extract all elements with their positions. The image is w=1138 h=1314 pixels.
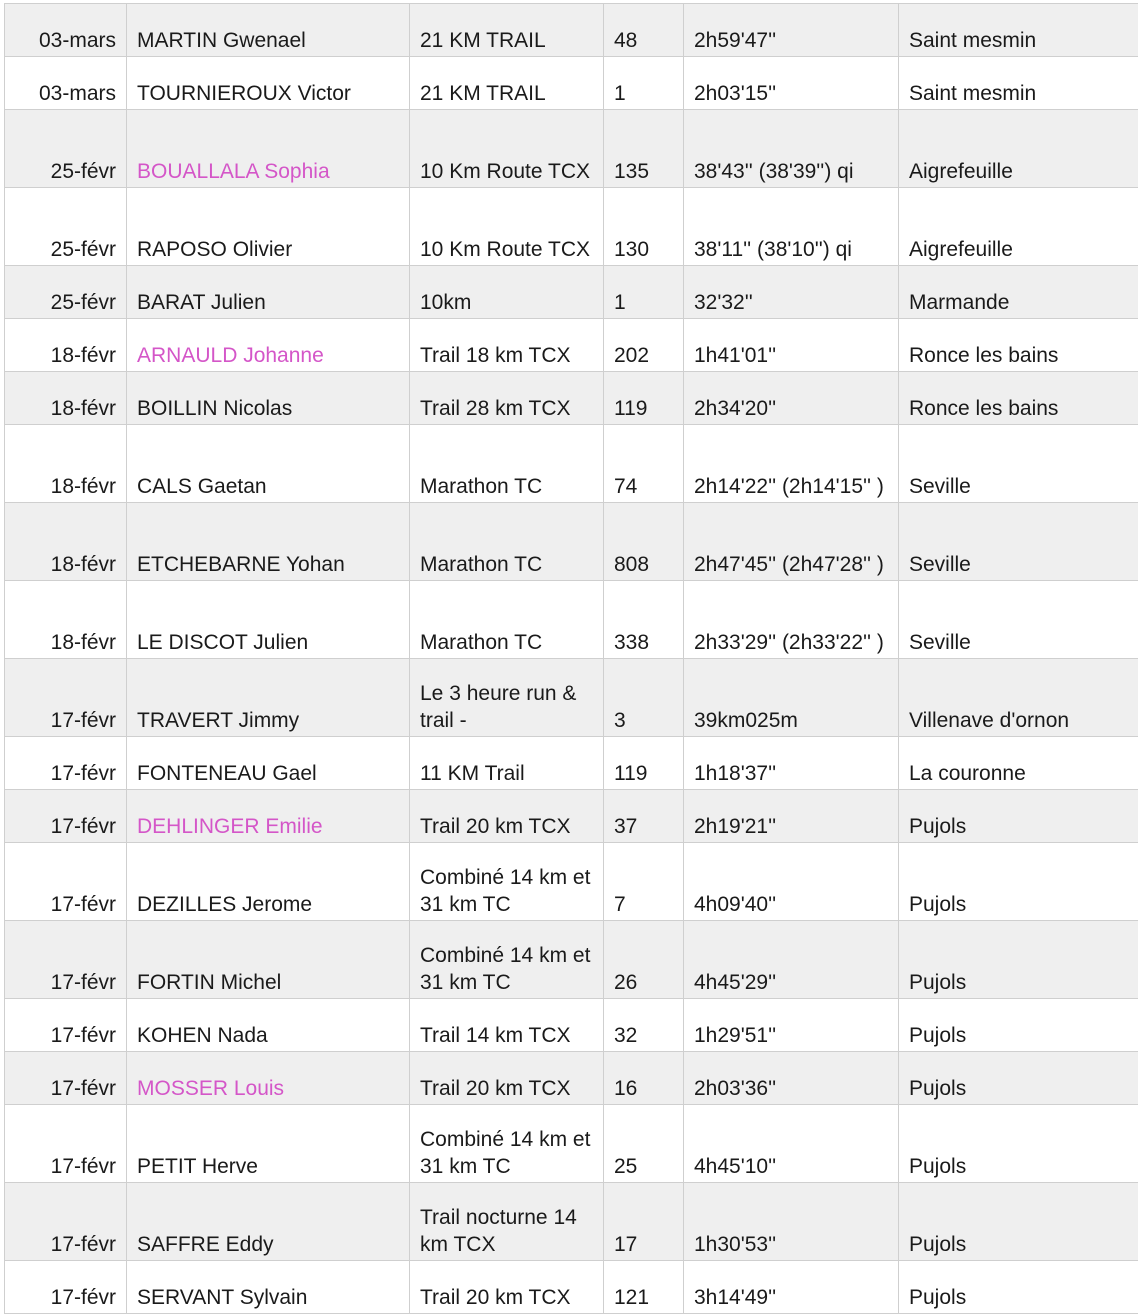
table-row	[5, 4, 1138, 57]
race-cell: Trail 18 km TCX	[410, 319, 604, 372]
date-cell: 17-févr	[5, 1183, 127, 1261]
race-cell: Trail nocturne 14 km TCX	[410, 1183, 604, 1261]
location-cell: Pujols	[899, 921, 1138, 999]
race-cell: 11 KM Trail	[410, 737, 604, 790]
table-row	[5, 372, 1138, 425]
race-cell: 10km	[410, 266, 604, 319]
time-cell: 2h19'21''	[684, 790, 899, 843]
date-cell: 17-févr	[5, 1105, 127, 1183]
place-cell: 338	[604, 581, 684, 659]
time-cell: 39km025m	[684, 659, 899, 737]
table-row	[5, 1183, 1138, 1261]
location-cell: Pujols	[899, 1052, 1138, 1105]
time-cell: 3h14'49''	[684, 1261, 899, 1314]
place-cell: 25	[604, 1105, 684, 1183]
date-cell: 25-févr	[5, 188, 127, 266]
location-cell: Aigrefeuille	[899, 188, 1138, 266]
runner-name-cell: RAPOSO Olivier	[127, 188, 410, 266]
time-cell: 1h30'53''	[684, 1183, 899, 1261]
date-cell: 17-févr	[5, 659, 127, 737]
table-row	[5, 659, 1138, 737]
table-row	[5, 110, 1138, 188]
runner-name-cell: KOHEN Nada	[127, 999, 410, 1052]
runner-name-cell: TRAVERT Jimmy	[127, 659, 410, 737]
race-cell: Trail 20 km TCX	[410, 1052, 604, 1105]
place-cell: 48	[604, 4, 684, 57]
runner-name-cell: BARAT Julien	[127, 266, 410, 319]
runner-name-cell: FONTENEAU Gael	[127, 737, 410, 790]
runner-name-cell: PETIT Herve	[127, 1105, 410, 1183]
table-row	[5, 425, 1138, 503]
race-cell: Trail 20 km TCX	[410, 1261, 604, 1314]
race-cell: Marathon TC	[410, 425, 604, 503]
place-cell: 202	[604, 319, 684, 372]
table-row	[5, 188, 1138, 266]
place-cell: 3	[604, 659, 684, 737]
date-cell: 03-mars	[5, 4, 127, 57]
date-cell: 25-févr	[5, 110, 127, 188]
time-cell: 2h03'15''	[684, 57, 899, 110]
place-cell: 119	[604, 372, 684, 425]
location-cell: Ronce les bains	[899, 372, 1138, 425]
table-row	[5, 319, 1138, 372]
time-cell: 2h33'29'' (2h33'22'' )	[684, 581, 899, 659]
table-row	[5, 1052, 1138, 1105]
runner-name-cell: LE DISCOT Julien	[127, 581, 410, 659]
place-cell: 32	[604, 999, 684, 1052]
table-row	[5, 737, 1138, 790]
table-row	[5, 57, 1138, 110]
table-row	[5, 1105, 1138, 1183]
runner-name-cell: DEHLINGER Emilie	[127, 790, 410, 843]
place-cell: 808	[604, 503, 684, 581]
race-cell: Trail 14 km TCX	[410, 999, 604, 1052]
table-row	[5, 1261, 1138, 1314]
place-cell: 135	[604, 110, 684, 188]
runner-name-cell: TOURNIEROUX Victor	[127, 57, 410, 110]
race-cell: Combiné 14 km et 31 km TC	[410, 921, 604, 999]
place-cell: 16	[604, 1052, 684, 1105]
time-cell: 4h45'29''	[684, 921, 899, 999]
runner-name-cell: CALS Gaetan	[127, 425, 410, 503]
date-cell: 18-févr	[5, 425, 127, 503]
time-cell: 2h59'47''	[684, 4, 899, 57]
table-row	[5, 503, 1138, 581]
location-cell: Pujols	[899, 843, 1138, 921]
time-cell: 1h29'51''	[684, 999, 899, 1052]
time-cell: 1h41'01''	[684, 319, 899, 372]
location-cell: Villenave d'ornon	[899, 659, 1138, 737]
place-cell: 121	[604, 1261, 684, 1314]
runner-name-cell: SAFFRE Eddy	[127, 1183, 410, 1261]
date-cell: 17-févr	[5, 737, 127, 790]
date-cell: 18-févr	[5, 319, 127, 372]
time-cell: 2h03'36''	[684, 1052, 899, 1105]
location-cell: La couronne	[899, 737, 1138, 790]
runner-name-cell: DEZILLES Jerome	[127, 843, 410, 921]
time-cell: 38'43'' (38'39'') qi	[684, 110, 899, 188]
location-cell: Seville	[899, 581, 1138, 659]
table-row	[5, 581, 1138, 659]
place-cell: 1	[604, 57, 684, 110]
race-cell: Combiné 14 km et 31 km TC	[410, 843, 604, 921]
date-cell: 17-févr	[5, 843, 127, 921]
date-cell: 18-févr	[5, 372, 127, 425]
date-cell: 18-févr	[5, 581, 127, 659]
race-cell: 21 KM TRAIL	[410, 57, 604, 110]
runner-name-cell: BOILLIN Nicolas	[127, 372, 410, 425]
table-row	[5, 999, 1138, 1052]
time-cell: 38'11'' (38'10'') qi	[684, 188, 899, 266]
table-row	[5, 921, 1138, 999]
date-cell: 17-févr	[5, 999, 127, 1052]
race-cell: Trail 28 km TCX	[410, 372, 604, 425]
location-cell: Pujols	[899, 1261, 1138, 1314]
runner-name-cell: MOSSER Louis	[127, 1052, 410, 1105]
runner-name-cell: ETCHEBARNE Yohan	[127, 503, 410, 581]
race-cell: Le 3 heure run & trail -	[410, 659, 604, 737]
results-table	[4, 3, 1138, 1314]
date-cell: 17-févr	[5, 921, 127, 999]
runner-name-cell: ARNAULD Johanne	[127, 319, 410, 372]
time-cell: 4h45'10''	[684, 1105, 899, 1183]
location-cell: Seville	[899, 503, 1138, 581]
place-cell: 119	[604, 737, 684, 790]
time-cell: 2h14'22'' (2h14'15'' )	[684, 425, 899, 503]
date-cell: 03-mars	[5, 57, 127, 110]
location-cell: Ronce les bains	[899, 319, 1138, 372]
runner-name-cell: BOUALLALA Sophia	[127, 110, 410, 188]
location-cell: Saint mesmin	[899, 57, 1138, 110]
time-cell: 2h34'20''	[684, 372, 899, 425]
runner-name-cell: MARTIN Gwenael	[127, 4, 410, 57]
location-cell: Saint mesmin	[899, 4, 1138, 57]
time-cell: 32'32''	[684, 266, 899, 319]
race-cell: Marathon TC	[410, 581, 604, 659]
race-cell: 10 Km Route TCX	[410, 188, 604, 266]
date-cell: 25-févr	[5, 266, 127, 319]
race-cell: Trail 20 km TCX	[410, 790, 604, 843]
place-cell: 130	[604, 188, 684, 266]
place-cell: 74	[604, 425, 684, 503]
runner-name-cell: SERVANT Sylvain	[127, 1261, 410, 1314]
location-cell: Pujols	[899, 790, 1138, 843]
time-cell: 2h47'45'' (2h47'28'' )	[684, 503, 899, 581]
time-cell: 4h09'40''	[684, 843, 899, 921]
race-cell: Marathon TC	[410, 503, 604, 581]
place-cell: 37	[604, 790, 684, 843]
location-cell: Pujols	[899, 1105, 1138, 1183]
place-cell: 1	[604, 266, 684, 319]
location-cell: Aigrefeuille	[899, 110, 1138, 188]
date-cell: 17-févr	[5, 1052, 127, 1105]
date-cell: 17-févr	[5, 790, 127, 843]
race-cell: 10 Km Route TCX	[410, 110, 604, 188]
race-cell: Combiné 14 km et 31 km TC	[410, 1105, 604, 1183]
location-cell: Marmande	[899, 266, 1138, 319]
location-cell: Pujols	[899, 999, 1138, 1052]
table-row	[5, 266, 1138, 319]
date-cell: 18-févr	[5, 503, 127, 581]
results-table-body	[5, 4, 1138, 1314]
place-cell: 26	[604, 921, 684, 999]
table-row	[5, 843, 1138, 921]
time-cell: 1h18'37''	[684, 737, 899, 790]
date-cell: 17-févr	[5, 1261, 127, 1314]
place-cell: 7	[604, 843, 684, 921]
table-row	[5, 790, 1138, 843]
place-cell: 17	[604, 1183, 684, 1261]
race-cell: 21 KM TRAIL	[410, 4, 604, 57]
location-cell: Pujols	[899, 1183, 1138, 1261]
runner-name-cell: FORTIN Michel	[127, 921, 410, 999]
location-cell: Seville	[899, 425, 1138, 503]
